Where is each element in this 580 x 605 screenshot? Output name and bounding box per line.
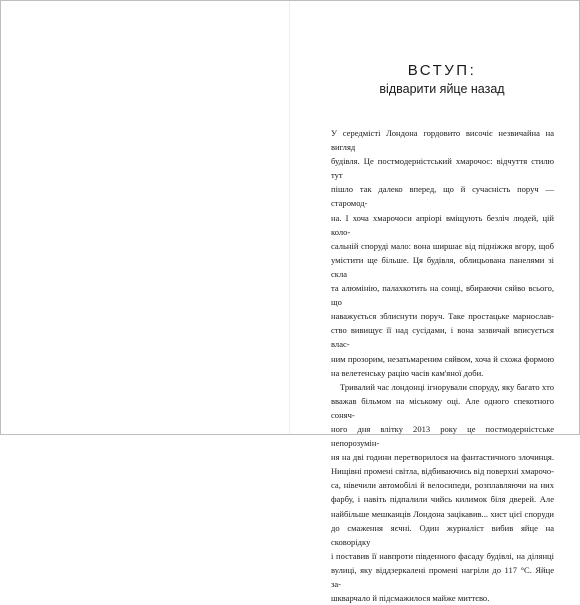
text-line: наважується зблиснути поруч. Таке простацьке марнослав- [331,311,554,322]
page-gutter [289,1,290,434]
text-line: та алюмінію, палахкотить на сонці, вбираючи сяйво всього, що [331,283,554,308]
text-line: умістити ще більше. Ця будівля, облицьована панелями зі скла [331,254,554,279]
text-line: ного дня влітку 2013 року це постмодерністське непорозумін- [331,423,554,449]
body-text [331,126,554,605]
text-line: шкварчало й підсмажилося майже миттєво. [331,593,490,604]
text-line: ня на дві години перетворилося на фантастичного злочинця. [331,452,554,463]
chapter-subtitle: відварити яйце назад [379,82,505,96]
text-line: пішло так далеко вперед, що й сучасність поруч — старомод- [331,184,554,209]
text-line: найбільше мешканців Лондона зацікавив... хист цієї споруди [331,508,554,519]
text-line: ним прозорим, незатьмареним сяйвом, хоча й схожа формою [331,353,554,364]
text-line: вулиці, яку віддзеркалені промені нагріли до 117 °C. Яйце за- [331,564,554,589]
text-line: до смаження яєчні. Один журналіст вибив яйце на сковорідку [331,522,554,547]
text-line: фарбу, і навіть підпалили чийсь килимок біля дверей. Але [331,494,554,505]
text-line: вважав більмом на міському оці. Але одного спекотного соняч- [331,395,554,420]
text-line: на. І хоча хмарочоси апріорі вміщують безліч людей, цій коло- [331,212,554,237]
paragraph-2 [331,380,554,605]
paragraph-1 [331,126,554,380]
chapter-heading [330,62,554,98]
text-line: ство вивищує її над сусідами, і вона зазвичай вписується влас- [331,325,554,350]
text-line: Тривалий час лондонці ігнорували споруду, яку багато хто [340,381,554,392]
text-line: са, нівечили автомобілі й велосипеди, розплавляючи на них [331,480,554,491]
chapter-title: ВСТУП: [407,62,477,79]
text-line: Нищівні промені світла, відбиваючись від поверхні хмарочо- [331,466,554,477]
text-line: і поставив її навпроти південного фасаду будівлі, на ділянці [331,550,554,561]
text-line: сальній споруді мало: вона ширшає від підніжжя вгору, щоб [331,240,554,251]
text-line: на велетенську рацію часів кам'яної доби. [331,367,484,378]
text-line: будівля. Це постмодерністський хмарочос: відчуття стилю тут [331,156,554,181]
text-line: У середмісті Лондона гордовито височіє незвичайна на вигляд [331,128,554,153]
